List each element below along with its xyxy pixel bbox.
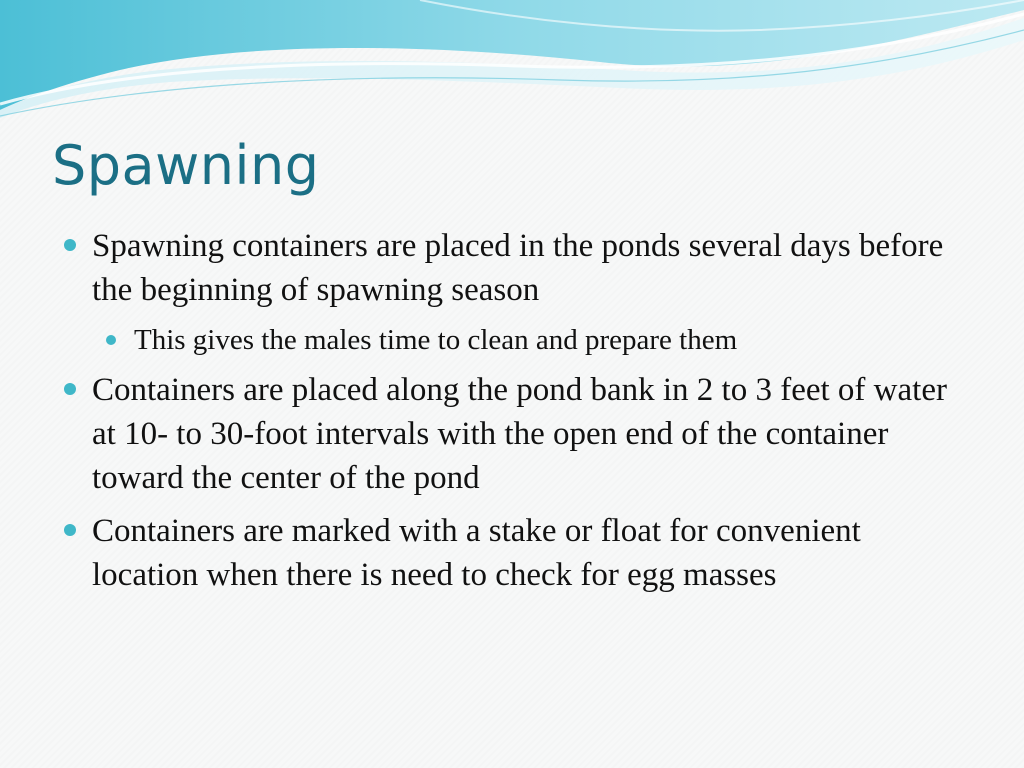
bullet-text: Containers are placed along the pond bank in 2 to 3 feet of water at 10- to 30-foot intervals with the open end of the container toward the center of the pond xyxy=(92,372,947,496)
bullet-text: Containers are marked with a stake or float for convenient location when there is need to check for egg masses xyxy=(92,513,861,593)
bullet-item xyxy=(62,368,962,500)
header-wave-decoration xyxy=(0,0,1024,130)
bullet-dot-icon xyxy=(106,335,116,345)
bullet-item xyxy=(62,509,962,597)
slide-title: Spawning xyxy=(52,134,320,197)
bullet-dot-icon xyxy=(64,239,76,251)
bullet-dot-icon xyxy=(64,383,76,395)
bullet-item xyxy=(62,224,962,312)
bullet-dot-icon xyxy=(64,524,76,536)
bullet-text: Spawning containers are placed in the ponds several days before the beginning of spawning season xyxy=(92,228,944,308)
sub-bullet-text: This gives the males time to clean and prepare them xyxy=(134,324,738,356)
sub-bullet-item xyxy=(62,321,962,359)
bullet-list xyxy=(62,224,962,606)
